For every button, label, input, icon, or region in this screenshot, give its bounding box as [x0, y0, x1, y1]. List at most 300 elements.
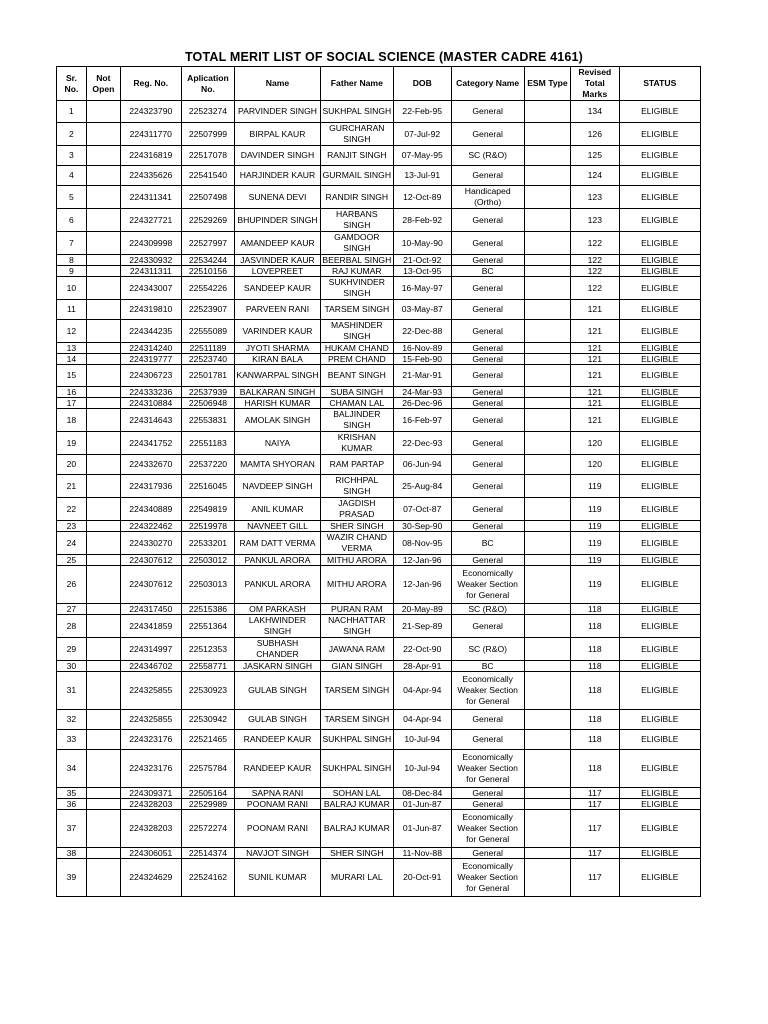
status-cell: ELIGIBLE	[619, 555, 700, 566]
status-cell: ELIGIBLE	[619, 788, 700, 799]
category-cell: General	[451, 166, 524, 186]
marks-cell: 119	[571, 498, 619, 521]
dob-cell: 30-Sep-90	[393, 521, 451, 532]
sr-no-cell: 19	[57, 432, 87, 455]
not-open-cell	[86, 788, 120, 799]
esm-type-cell	[524, 432, 570, 455]
sr-no-cell: 16	[57, 387, 87, 398]
marks-cell: 121	[571, 354, 619, 365]
status-cell: ELIGIBLE	[619, 343, 700, 354]
reg-no-cell: 224330932	[120, 255, 181, 266]
name-cell: VARINDER KAUR	[235, 320, 321, 343]
status-cell: ELIGIBLE	[619, 232, 700, 255]
dob-cell: 03-May-87	[393, 300, 451, 320]
esm-type-cell	[524, 255, 570, 266]
father-name-cell: SUKHPAL SINGH	[320, 750, 393, 788]
application-no-cell: 22572274	[181, 810, 235, 848]
name-cell: NAVNEET GILL	[235, 521, 321, 532]
esm-type-cell	[524, 387, 570, 398]
esm-type-cell	[524, 232, 570, 255]
application-no-cell: 22523907	[181, 300, 235, 320]
dob-cell: 04-Apr-94	[393, 710, 451, 730]
not-open-cell	[86, 365, 120, 387]
esm-type-cell	[524, 455, 570, 475]
not-open-cell	[86, 146, 120, 166]
category-cell: General	[451, 343, 524, 354]
category-cell: General	[451, 101, 524, 123]
name-cell: RAM DATT VERMA	[235, 532, 321, 555]
category-cell: General	[451, 354, 524, 365]
esm-type-cell	[524, 343, 570, 354]
reg-no-cell: 224306723	[120, 365, 181, 387]
marks-cell: 119	[571, 475, 619, 498]
application-no-cell: 22549819	[181, 498, 235, 521]
dob-cell: 08-Nov-95	[393, 532, 451, 555]
sr-no-cell: 26	[57, 566, 87, 604]
esm-type-cell	[524, 266, 570, 277]
category-cell: Economically Weaker Section for General	[451, 810, 524, 848]
table-row	[57, 661, 701, 672]
status-cell: ELIGIBLE	[619, 750, 700, 788]
category-cell: General	[451, 398, 524, 409]
marks-cell: 122	[571, 232, 619, 255]
application-no-cell: 22527997	[181, 232, 235, 255]
father-name-cell: JAGDISH PRASAD	[320, 498, 393, 521]
not-open-cell	[86, 277, 120, 300]
dob-cell: 22-Dec-93	[393, 432, 451, 455]
dob-cell: 16-Feb-97	[393, 409, 451, 432]
status-cell: ELIGIBLE	[619, 166, 700, 186]
table-row	[57, 277, 701, 300]
dob-cell: 10-Jul-94	[393, 730, 451, 750]
status-cell: ELIGIBLE	[619, 661, 700, 672]
esm-type-cell	[524, 320, 570, 343]
table-row	[57, 354, 701, 365]
marks-cell: 117	[571, 859, 619, 897]
father-name-cell: GIAN SINGH	[320, 661, 393, 672]
table-row	[57, 123, 701, 146]
category-cell: General	[451, 387, 524, 398]
dob-cell: 21-Oct-92	[393, 255, 451, 266]
dob-cell: 13-Jul-91	[393, 166, 451, 186]
marks-cell: 126	[571, 123, 619, 146]
category-cell: General	[451, 409, 524, 432]
header-status: STATUS	[619, 67, 700, 101]
application-no-cell: 22533201	[181, 532, 235, 555]
table-row	[57, 498, 701, 521]
dob-cell: 20-Oct-91	[393, 859, 451, 897]
father-name-cell: RAM PARTAP	[320, 455, 393, 475]
category-cell: General	[451, 320, 524, 343]
table-row	[57, 799, 701, 810]
reg-no-cell: 224311770	[120, 123, 181, 146]
application-no-cell: 22517078	[181, 146, 235, 166]
name-cell: POONAM RANI	[235, 810, 321, 848]
status-cell: ELIGIBLE	[619, 186, 700, 209]
status-cell: ELIGIBLE	[619, 566, 700, 604]
dob-cell: 26-Dec-96	[393, 398, 451, 409]
reg-no-cell: 224324629	[120, 859, 181, 897]
name-cell: RANDEEP KAUR	[235, 750, 321, 788]
dob-cell: 06-Jun-94	[393, 455, 451, 475]
not-open-cell	[86, 343, 120, 354]
father-name-cell: MASHINDER SINGH	[320, 320, 393, 343]
marks-cell: 119	[571, 521, 619, 532]
esm-type-cell	[524, 521, 570, 532]
application-no-cell: 22537220	[181, 455, 235, 475]
application-no-cell: 22503012	[181, 555, 235, 566]
not-open-cell	[86, 566, 120, 604]
reg-no-cell: 224322462	[120, 521, 181, 532]
reg-no-cell: 224307612	[120, 555, 181, 566]
dob-cell: 12-Jan-96	[393, 566, 451, 604]
table-row	[57, 387, 701, 398]
reg-no-cell: 224323176	[120, 750, 181, 788]
father-name-cell: NACHHATTAR SINGH	[320, 615, 393, 638]
name-cell: KANWARPAL SINGH	[235, 365, 321, 387]
reg-no-cell: 224343007	[120, 277, 181, 300]
application-no-cell: 22521465	[181, 730, 235, 750]
category-cell: General	[451, 615, 524, 638]
father-name-cell: RANJIT SINGH	[320, 146, 393, 166]
reg-no-cell: 224314643	[120, 409, 181, 432]
not-open-cell	[86, 300, 120, 320]
sr-no-cell: 32	[57, 710, 87, 730]
father-name-cell: RICHHPAL SINGH	[320, 475, 393, 498]
sr-no-cell: 1	[57, 101, 87, 123]
name-cell: KIRAN BALA	[235, 354, 321, 365]
page-title: TOTAL MERIT LIST OF SOCIAL SCIENCE (MASTER CADRE 4161)	[184, 50, 584, 64]
not-open-cell	[86, 672, 120, 710]
sr-no-cell: 20	[57, 455, 87, 475]
not-open-cell	[86, 123, 120, 146]
not-open-cell	[86, 810, 120, 848]
category-cell: General	[451, 365, 524, 387]
table-row	[57, 300, 701, 320]
esm-type-cell	[524, 555, 570, 566]
status-cell: ELIGIBLE	[619, 672, 700, 710]
table-row	[57, 166, 701, 186]
reg-no-cell: 224333236	[120, 387, 181, 398]
father-name-cell: HARBANS SINGH	[320, 209, 393, 232]
marks-cell: 122	[571, 255, 619, 266]
table-row	[57, 521, 701, 532]
application-no-cell: 22537939	[181, 387, 235, 398]
header-name: Name	[235, 67, 321, 101]
status-cell: ELIGIBLE	[619, 521, 700, 532]
status-cell: ELIGIBLE	[619, 638, 700, 661]
name-cell: SUNENA DEVI	[235, 186, 321, 209]
not-open-cell	[86, 101, 120, 123]
father-name-cell: CHAMAN LAL	[320, 398, 393, 409]
category-cell: Economically Weaker Section for General	[451, 566, 524, 604]
name-cell: AMANDEEP KAUR	[235, 232, 321, 255]
marks-cell: 117	[571, 799, 619, 810]
sr-no-cell: 33	[57, 730, 87, 750]
table-row	[57, 615, 701, 638]
application-no-cell: 22524162	[181, 859, 235, 897]
sr-no-cell: 38	[57, 848, 87, 859]
not-open-cell	[86, 354, 120, 365]
category-cell: SC (R&O)	[451, 146, 524, 166]
category-cell: General	[451, 432, 524, 455]
sr-no-cell: 23	[57, 521, 87, 532]
status-cell: ELIGIBLE	[619, 859, 700, 897]
header-not-open: Not Open	[86, 67, 120, 101]
application-no-cell: 22512353	[181, 638, 235, 661]
application-no-cell: 22501781	[181, 365, 235, 387]
sr-no-cell: 10	[57, 277, 87, 300]
reg-no-cell: 224314240	[120, 343, 181, 354]
esm-type-cell	[524, 101, 570, 123]
esm-type-cell	[524, 498, 570, 521]
table-row	[57, 730, 701, 750]
header-sr-no: Sr. No.	[57, 67, 87, 101]
name-cell: HARISH KUMAR	[235, 398, 321, 409]
name-cell: DAVINDER SINGH	[235, 146, 321, 166]
not-open-cell	[86, 859, 120, 897]
dob-cell: 07-Jul-92	[393, 123, 451, 146]
status-cell: ELIGIBLE	[619, 398, 700, 409]
table-body	[57, 101, 701, 897]
esm-type-cell	[524, 166, 570, 186]
esm-type-cell	[524, 365, 570, 387]
not-open-cell	[86, 232, 120, 255]
father-name-cell: RANDIR SINGH	[320, 186, 393, 209]
esm-type-cell	[524, 475, 570, 498]
dob-cell: 15-Feb-90	[393, 354, 451, 365]
table-row	[57, 810, 701, 848]
dob-cell: 07-May-95	[393, 146, 451, 166]
table-row	[57, 255, 701, 266]
sr-no-cell: 35	[57, 788, 87, 799]
name-cell: JASKARN SINGH	[235, 661, 321, 672]
status-cell: ELIGIBLE	[619, 498, 700, 521]
sr-no-cell: 34	[57, 750, 87, 788]
application-no-cell: 22529269	[181, 209, 235, 232]
reg-no-cell: 224346702	[120, 661, 181, 672]
marks-cell: 121	[571, 300, 619, 320]
reg-no-cell: 224317936	[120, 475, 181, 498]
sr-no-cell: 15	[57, 365, 87, 387]
category-cell: General	[451, 799, 524, 810]
marks-cell: 119	[571, 566, 619, 604]
esm-type-cell	[524, 672, 570, 710]
status-cell: ELIGIBLE	[619, 455, 700, 475]
esm-type-cell	[524, 810, 570, 848]
father-name-cell: JAWANA RAM	[320, 638, 393, 661]
sr-no-cell: 5	[57, 186, 87, 209]
table-row	[57, 638, 701, 661]
status-cell: ELIGIBLE	[619, 277, 700, 300]
esm-type-cell	[524, 300, 570, 320]
father-name-cell: SOHAN LAL	[320, 788, 393, 799]
father-name-cell: TARSEM SINGH	[320, 672, 393, 710]
application-no-cell: 22505164	[181, 788, 235, 799]
sr-no-cell: 37	[57, 810, 87, 848]
name-cell: JASVINDER KAUR	[235, 255, 321, 266]
name-cell: SAPNA RANI	[235, 788, 321, 799]
dob-cell: 10-May-90	[393, 232, 451, 255]
name-cell: PARVINDER SINGH	[235, 101, 321, 123]
dob-cell: 22-Feb-95	[393, 101, 451, 123]
esm-type-cell	[524, 277, 570, 300]
header-esm-type: ESM Type	[524, 67, 570, 101]
not-open-cell	[86, 455, 120, 475]
esm-type-cell	[524, 615, 570, 638]
status-cell: ELIGIBLE	[619, 799, 700, 810]
name-cell: ANIL KUMAR	[235, 498, 321, 521]
reg-no-cell: 224310884	[120, 398, 181, 409]
father-name-cell: SUKHPAL SINGH	[320, 101, 393, 123]
header-dob: DOB	[393, 67, 451, 101]
name-cell: GULAB SINGH	[235, 710, 321, 730]
marks-cell: 121	[571, 387, 619, 398]
father-name-cell: MITHU ARORA	[320, 566, 393, 604]
application-no-cell: 22575784	[181, 750, 235, 788]
name-cell: BHUPINDER SINGH	[235, 209, 321, 232]
reg-no-cell: 224323176	[120, 730, 181, 750]
category-cell: General	[451, 710, 524, 730]
status-cell: ELIGIBLE	[619, 365, 700, 387]
application-no-cell: 22506948	[181, 398, 235, 409]
sr-no-cell: 21	[57, 475, 87, 498]
dob-cell: 22-Oct-90	[393, 638, 451, 661]
marks-cell: 121	[571, 365, 619, 387]
category-cell: General	[451, 788, 524, 799]
category-cell: Handicaped (Ortho)	[451, 186, 524, 209]
father-name-cell: BALRAJ KUMAR	[320, 810, 393, 848]
reg-no-cell: 224341859	[120, 615, 181, 638]
reg-no-cell: 224323790	[120, 101, 181, 123]
header-category: Category Name	[451, 67, 524, 101]
name-cell: SUNIL KUMAR	[235, 859, 321, 897]
application-no-cell: 22530942	[181, 710, 235, 730]
reg-no-cell: 224314997	[120, 638, 181, 661]
application-no-cell: 22534244	[181, 255, 235, 266]
marks-cell: 118	[571, 750, 619, 788]
reg-no-cell: 224327721	[120, 209, 181, 232]
status-cell: ELIGIBLE	[619, 320, 700, 343]
status-cell: ELIGIBLE	[619, 255, 700, 266]
father-name-cell: PREM CHAND	[320, 354, 393, 365]
marks-cell: 118	[571, 661, 619, 672]
sr-no-cell: 3	[57, 146, 87, 166]
name-cell: SANDEEP KAUR	[235, 277, 321, 300]
reg-no-cell: 224344235	[120, 320, 181, 343]
father-name-cell: MURARI LAL	[320, 859, 393, 897]
not-open-cell	[86, 750, 120, 788]
dob-cell: 01-Jun-87	[393, 799, 451, 810]
reg-no-cell: 224328203	[120, 799, 181, 810]
table-row	[57, 409, 701, 432]
father-name-cell: SUKHVINDER SINGH	[320, 277, 393, 300]
name-cell: SUBHASH CHANDER	[235, 638, 321, 661]
table-row	[57, 186, 701, 209]
sr-no-cell: 17	[57, 398, 87, 409]
dob-cell: 07-Oct-87	[393, 498, 451, 521]
not-open-cell	[86, 638, 120, 661]
dob-cell: 24-Mar-93	[393, 387, 451, 398]
marks-cell: 122	[571, 266, 619, 277]
marks-cell: 118	[571, 638, 619, 661]
table-row	[57, 710, 701, 730]
application-no-cell: 22507498	[181, 186, 235, 209]
name-cell: MAMTA SHYORAN	[235, 455, 321, 475]
not-open-cell	[86, 387, 120, 398]
application-no-cell: 22558771	[181, 661, 235, 672]
father-name-cell: HUKAM CHAND	[320, 343, 393, 354]
father-name-cell: GURCHARAN SINGH	[320, 123, 393, 146]
name-cell: PARVEEN RANI	[235, 300, 321, 320]
marks-cell: 121	[571, 398, 619, 409]
not-open-cell	[86, 432, 120, 455]
father-name-cell: SUKHPAL SINGH	[320, 730, 393, 750]
esm-type-cell	[524, 186, 570, 209]
not-open-cell	[86, 555, 120, 566]
status-cell: ELIGIBLE	[619, 810, 700, 848]
status-cell: ELIGIBLE	[619, 432, 700, 455]
dob-cell: 10-Jul-94	[393, 750, 451, 788]
esm-type-cell	[524, 566, 570, 604]
table-row	[57, 432, 701, 455]
status-cell: ELIGIBLE	[619, 387, 700, 398]
marks-cell: 121	[571, 409, 619, 432]
sr-no-cell: 14	[57, 354, 87, 365]
not-open-cell	[86, 848, 120, 859]
not-open-cell	[86, 475, 120, 498]
status-cell: ELIGIBLE	[619, 354, 700, 365]
sr-no-cell: 7	[57, 232, 87, 255]
category-cell: SC (R&O)	[451, 604, 524, 615]
reg-no-cell: 224340889	[120, 498, 181, 521]
table-row	[57, 859, 701, 897]
reg-no-cell: 224325855	[120, 710, 181, 730]
status-cell: ELIGIBLE	[619, 409, 700, 432]
reg-no-cell: 224311341	[120, 186, 181, 209]
not-open-cell	[86, 409, 120, 432]
marks-cell: 117	[571, 848, 619, 859]
dob-cell: 11-Nov-88	[393, 848, 451, 859]
application-no-cell: 22507999	[181, 123, 235, 146]
not-open-cell	[86, 532, 120, 555]
esm-type-cell	[524, 859, 570, 897]
sr-no-cell: 31	[57, 672, 87, 710]
esm-type-cell	[524, 799, 570, 810]
application-no-cell: 22519978	[181, 521, 235, 532]
sr-no-cell: 4	[57, 166, 87, 186]
dob-cell: 21-Sep-89	[393, 615, 451, 638]
application-no-cell: 22514374	[181, 848, 235, 859]
esm-type-cell	[524, 730, 570, 750]
dob-cell: 08-Dec-84	[393, 788, 451, 799]
table-row	[57, 266, 701, 277]
father-name-cell: SUBA SINGH	[320, 387, 393, 398]
name-cell: LAKHWINDER SINGH	[235, 615, 321, 638]
name-cell: OM PARKASH	[235, 604, 321, 615]
category-cell: General	[451, 555, 524, 566]
name-cell: NAVDEEP SINGH	[235, 475, 321, 498]
father-name-cell: BALRAJ KUMAR	[320, 799, 393, 810]
category-cell: General	[451, 209, 524, 232]
table-row	[57, 455, 701, 475]
marks-cell: 118	[571, 604, 619, 615]
category-cell: BC	[451, 532, 524, 555]
esm-type-cell	[524, 788, 570, 799]
sr-no-cell: 39	[57, 859, 87, 897]
category-cell: Economically Weaker Section for General	[451, 750, 524, 788]
dob-cell: 28-Feb-92	[393, 209, 451, 232]
